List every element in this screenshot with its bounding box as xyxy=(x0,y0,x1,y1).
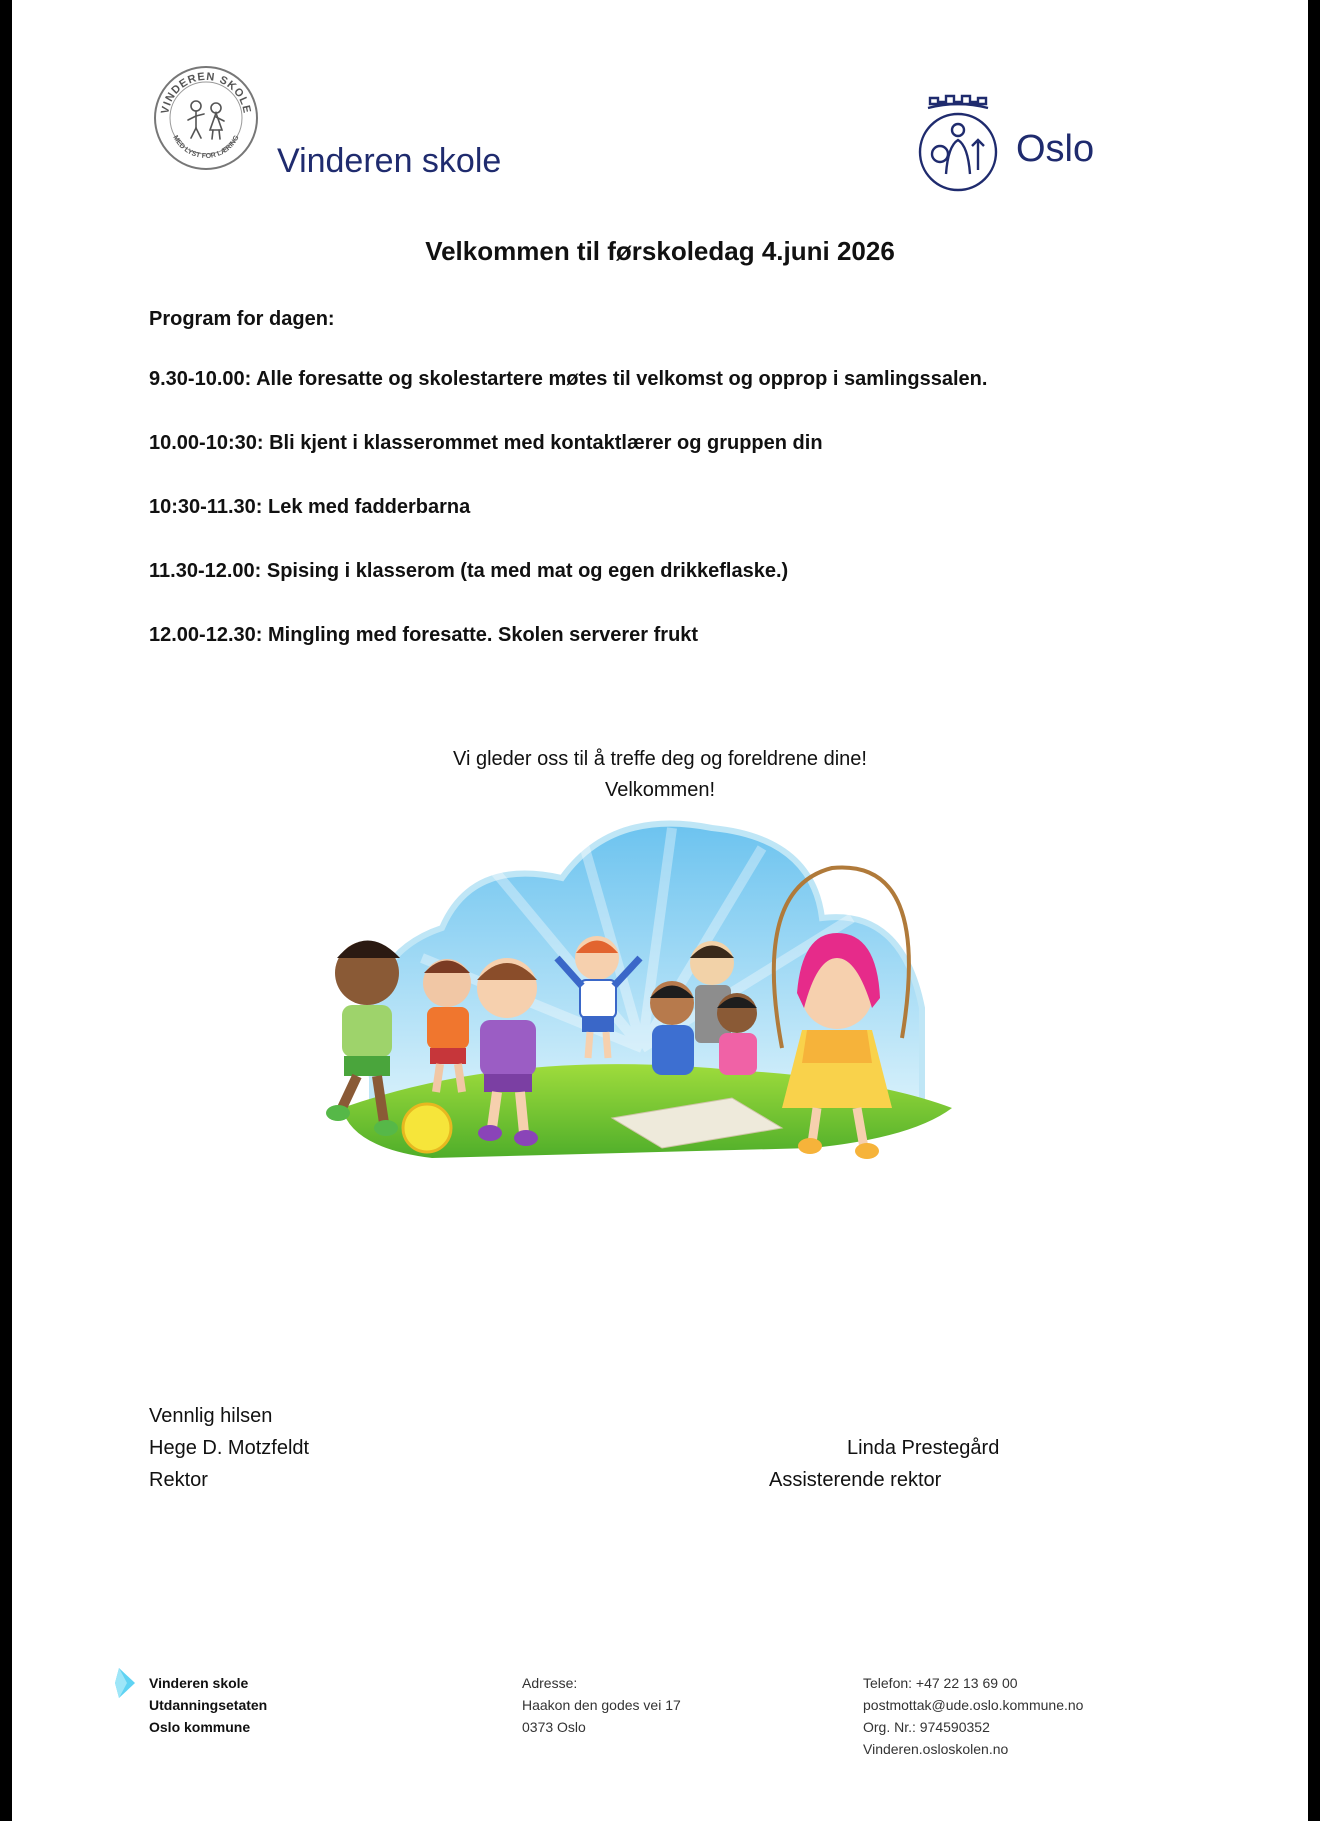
footer-org-line: Oslo kommune xyxy=(149,1719,251,1735)
schedule-item: 10.00-10:30: Bli kjent i klasserommet med kontaktlærer og gruppen din xyxy=(149,432,823,454)
schedule-list xyxy=(149,368,987,688)
school-name: Vinderen skole xyxy=(277,142,502,180)
footer-organization xyxy=(149,1672,267,1738)
schedule-item: 10:30-11.30: Lek med fadderbarna xyxy=(149,496,471,518)
footer-org-line: Vinderen skole xyxy=(149,1675,249,1691)
footer-org-number: Org. Nr.: 974590352 xyxy=(863,1719,990,1735)
assistant-principal-name: Linda Prestegård xyxy=(847,1437,1000,1459)
greeting xyxy=(12,744,1308,806)
principal-name: Hege D. Motzfeldt xyxy=(149,1437,310,1459)
footer-address-line: 0373 Oslo xyxy=(522,1719,586,1735)
diamond-icon xyxy=(115,1668,137,1698)
closing-greeting: Vennlig hilsen xyxy=(149,1405,273,1427)
schedule-item: 11.30-12.00: Spising i klasserom (ta med mat og egen drikkeflaske.) xyxy=(149,560,789,582)
footer-contact xyxy=(863,1672,1083,1760)
assistant-principal-title: Assisterende rektor xyxy=(769,1469,942,1491)
seal-ring-bottom-text: MED LYST FOR LÆRING xyxy=(171,134,241,161)
document-page xyxy=(12,0,1308,1821)
program-heading: Program for dagen: xyxy=(149,308,335,330)
svg-text:MED LYST FOR LÆRING xyxy=(171,134,241,160)
children-playing-illustration xyxy=(312,808,1022,1208)
principal-title: Rektor xyxy=(149,1469,208,1491)
footer-phone: Telefon: +47 22 13 69 00 xyxy=(863,1675,1018,1691)
footer-address-line: Adresse: xyxy=(522,1675,578,1691)
schedule-item: 12.00-12.30: Mingling med foresatte. Skolen serverer frukt xyxy=(149,624,699,646)
schedule-item: 9.30-10.00: Alle foresatte og skolestartere møtes til velkomst og opprop i samlingssalen. xyxy=(149,368,988,390)
oslo-crest-icon xyxy=(916,94,1000,194)
school-seal-icon xyxy=(152,64,260,172)
footer-org-line: Utdanningsetaten xyxy=(149,1697,268,1713)
greeting-line-2: Velkommen! xyxy=(604,779,716,801)
greeting-line-1: Vi gleder oss til å treffe deg og foreldrene dine! xyxy=(453,748,867,770)
footer-email: postmottak@ude.oslo.kommune.no xyxy=(863,1697,1084,1713)
footer-address-line: Haakon den godes vei 17 xyxy=(522,1697,681,1713)
footer-website: Vinderen.osloskolen.no xyxy=(863,1741,1009,1757)
seal-ring-top-text: VINDEREN SKOLE xyxy=(159,70,253,115)
page-title: Velkommen til førskoledag 4.juni 2026 xyxy=(425,236,895,266)
svg-text:VINDEREN SKOLE xyxy=(159,71,253,115)
city-name: Oslo xyxy=(1016,128,1095,170)
footer-address xyxy=(522,1672,681,1738)
